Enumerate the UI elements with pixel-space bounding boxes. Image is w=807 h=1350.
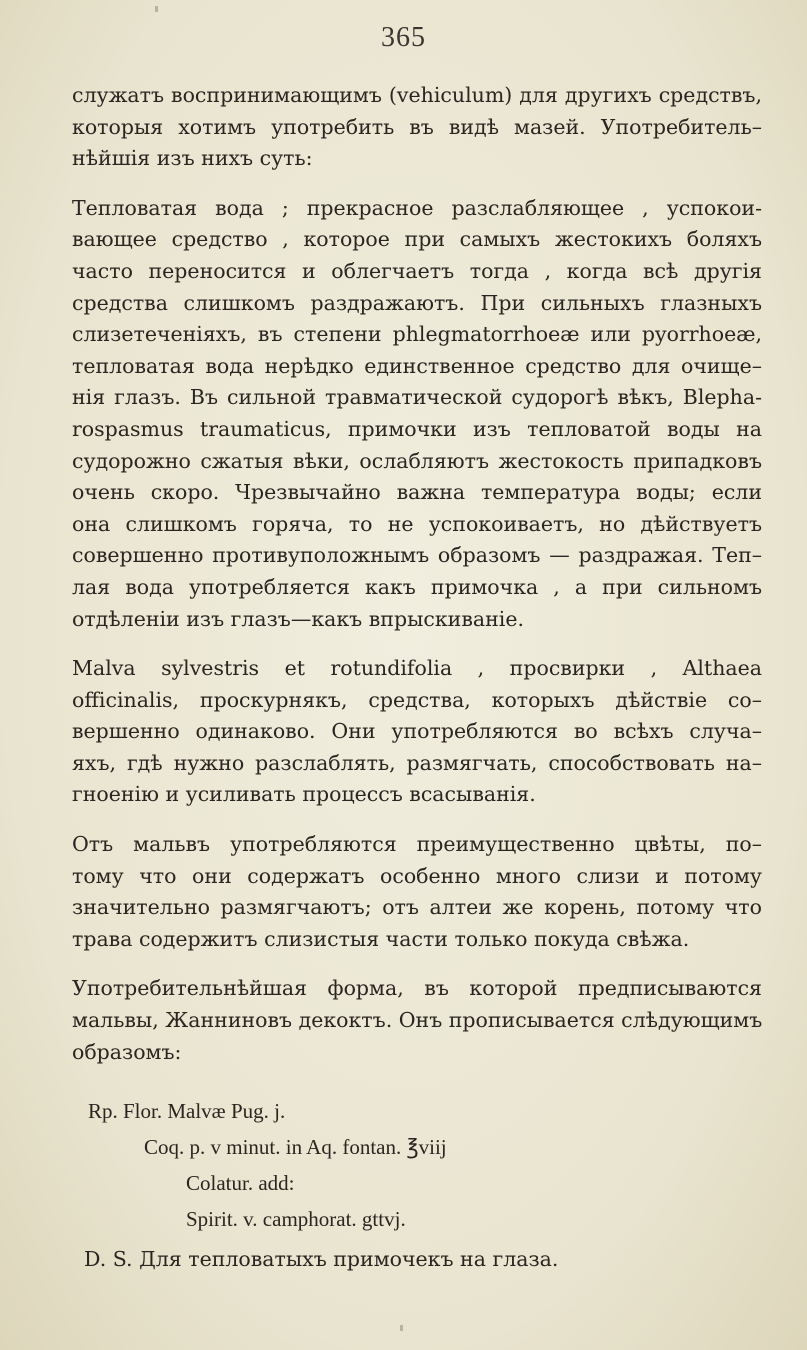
paragraph-1 <box>72 80 762 175</box>
text-line: отдѣленіи изъ глазъ—какъ впрыскиваніе. <box>72 606 524 631</box>
text-line: тепловатая вода нерѣдко единственное средство для очище– <box>72 353 762 378</box>
paragraph-5 <box>72 973 762 1068</box>
text-line: слизетеченіяхъ, въ степени phlegmatorrhoeæ или pyorrhoeæ, <box>72 322 762 347</box>
text-line: Тепловатая вода ; прекрасное разслабляющее , успокои- <box>72 195 762 220</box>
text-line: Отъ мальвъ употребляются преимущественно цвѣты, по– <box>72 832 762 857</box>
text-line: яхъ, гдѣ нужно разслаблять, размягчать, способствовать на– <box>72 750 762 775</box>
signature-line: D. S. Для тепловатыхъ примочекъ на глаза. <box>84 1247 559 1271</box>
text-line: трава содержитъ слизистыя части только покуда свѣжа. <box>72 926 690 951</box>
paragraph-2 <box>72 193 762 635</box>
recipe-line: Coq. p. v minut. in Aq. fontan. ℥viij <box>144 1135 447 1159</box>
scan-speck <box>400 1325 403 1331</box>
text-line: часто переносится и облегчаетъ тогда , когда всѣ другія <box>72 258 762 283</box>
text-line: служатъ воспринимающимъ (vehiculum) для другихъ средствъ, <box>72 83 762 107</box>
paragraph-3 <box>72 653 762 811</box>
text-line: Употребительнѣйшая форма, въ которой предписываются <box>72 976 762 1001</box>
text-line: она слишкомъ горяча, то не успокоиваетъ, но дѣйствуетъ <box>72 511 762 536</box>
text-line: Malva sylvestris et rotundifolia , просвирки , Althaea <box>72 656 762 681</box>
text-line: судорожно сжатыя вѣки, ослабляютъ жестокость припадковъ <box>72 448 762 473</box>
paragraph-4 <box>72 829 762 955</box>
recipe-line: Rp. Flor. Malvæ Pug. j. <box>88 1099 286 1123</box>
text-line: образомъ: <box>72 1039 182 1064</box>
text-line: тому что они содержатъ особенно много слизи и потому <box>72 863 762 888</box>
scan-speck <box>155 6 158 12</box>
text-line: нѣйшія изъ нихъ суть: <box>72 146 313 171</box>
text-line: rospasmus traumaticus, примочки изъ тепловатой воды на <box>72 416 762 441</box>
text-line: нія глазъ. Въ сильной травматической судорогѣ вѣкъ, Blepha- <box>72 385 762 410</box>
text-line: средства слишкомъ раздражаютъ. При сильныхъ глазныхъ <box>72 290 762 315</box>
recipe-line: Colatur. add: <box>186 1171 295 1195</box>
text-line: лая вода употребляется какъ примочка , а при сильномъ <box>72 574 762 599</box>
recipe-line: Spirit. v. camphorat. gttvj. <box>186 1207 406 1231</box>
text-line: значительно размягчаютъ; отъ алтеи же корень, потому что <box>72 895 762 920</box>
text-line: officinalis, проскурнякъ, средства, которыхъ дѣйствіе со– <box>72 687 762 712</box>
recipe-block <box>88 1093 768 1237</box>
text-line: вершенно одинаково. Они употребляются во всѣхъ случа– <box>72 719 762 744</box>
text-line: мальвы, Жанниновъ декоктъ. Онъ прописывается слѣдующимъ <box>72 1008 763 1033</box>
text-line: совершенно противуположнымъ образомъ — раздражая. Теп– <box>72 543 762 568</box>
text-line: которыя хотимъ употребить въ видѣ мазей. Употребитель– <box>72 114 762 139</box>
text-line: гноенію и усиливать процессъ всасыванія. <box>72 782 536 807</box>
body-text <box>72 80 762 1086</box>
text-line: вающее средство , которое при самыхъ жестокихъ боляхъ <box>72 227 762 252</box>
page-number: 365 <box>381 22 426 53</box>
text-line: очень скоро. Чрезвычайно важна температура воды; если <box>72 480 762 505</box>
